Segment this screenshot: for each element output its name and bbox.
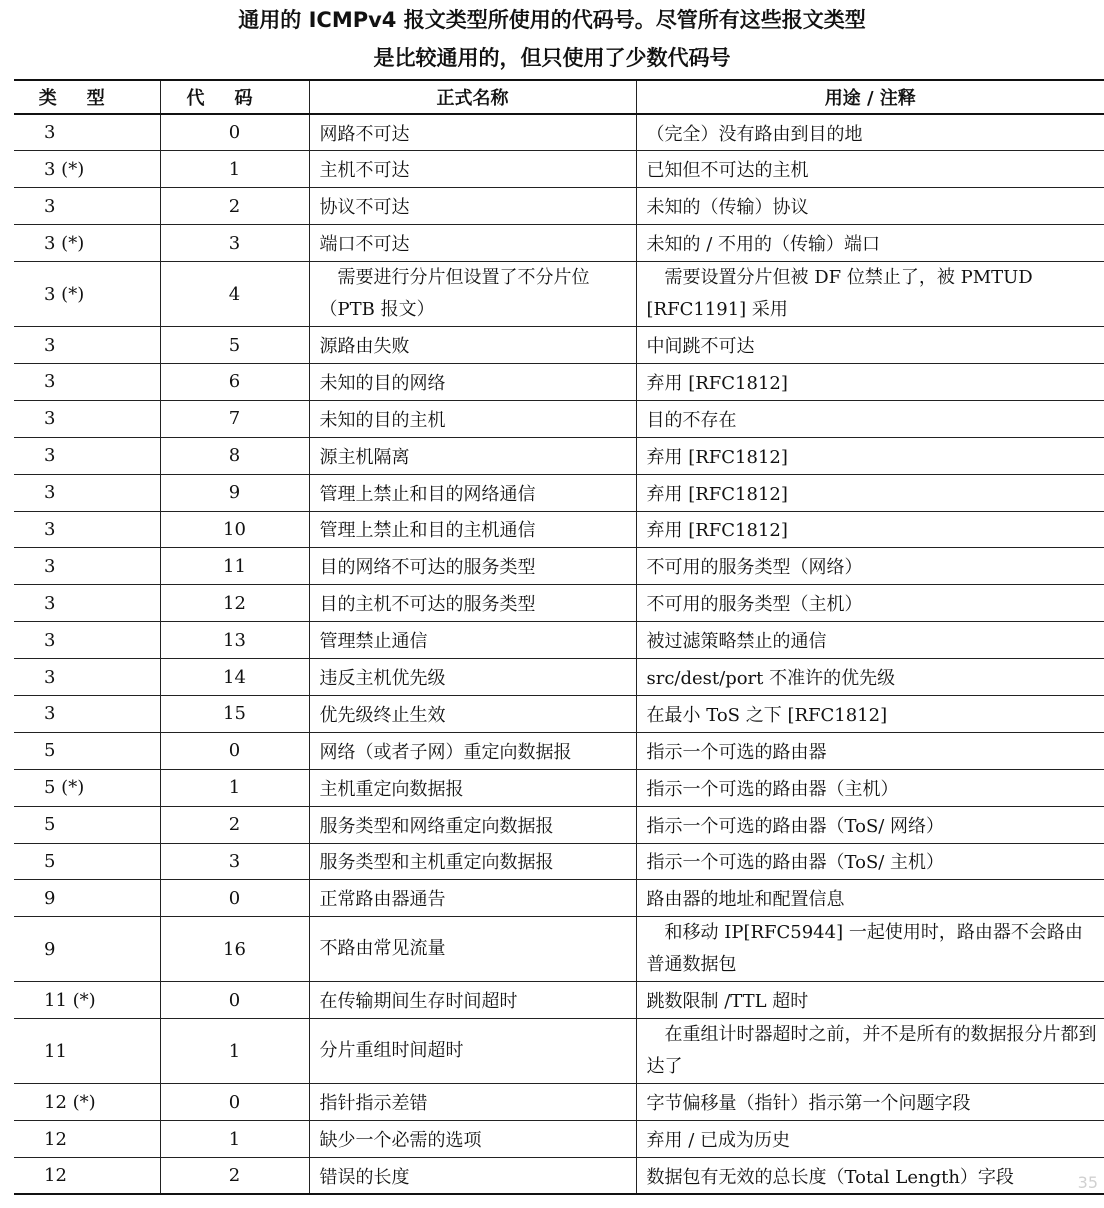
cell-code: 0 [160,114,309,151]
cell-formal-name: 端口不可达 [309,225,636,262]
cell-type: 3 [14,585,160,622]
header-row [14,80,1104,114]
cell-usage-notes: （完全）没有路由到目的地 [636,114,1104,151]
cell-code: 4 [160,262,309,327]
cell-type: 3 [14,114,160,151]
cell-formal-name: 管理上禁止和目的主机通信 [309,511,636,548]
table-row [14,511,1104,548]
cell-usage-notes: 被过滤策略禁止的通信 [636,622,1104,659]
table-row [14,188,1104,225]
cell-type: 3 [14,511,160,548]
cell-type: 3 (*) [14,225,160,262]
cell-formal-name: 未知的目的网络 [309,363,636,400]
cell-formal-name: 未知的目的主机 [309,400,636,437]
cell-code: 16 [160,917,309,982]
cell-type: 3 [14,695,160,732]
table-row [14,327,1104,364]
header-usage-notes: 用途 / 注释 [636,80,1104,114]
cell-formal-name: 缺少一个必需的选项 [309,1121,636,1158]
cell-usage-notes: 字节偏移量（指针）指示第一个问题字段 [636,1084,1104,1121]
cell-code: 0 [160,732,309,769]
cell-formal-name: 分片重组时间超时 [309,1019,636,1084]
cell-type: 5 (*) [14,769,160,806]
table-row [14,880,1104,917]
cell-usage-notes: 不可用的服务类型（网络） [636,548,1104,585]
cell-usage-notes: 弃用 [RFC1812] [636,474,1104,511]
table-row [14,695,1104,732]
cell-formal-name: 正常路由器通告 [309,880,636,917]
cell-type: 3 (*) [14,262,160,327]
cell-formal-name: 在传输期间生存时间超时 [309,982,636,1019]
cell-type: 5 [14,732,160,769]
cell-code: 2 [160,1157,309,1194]
cell-formal-name: 管理上禁止和目的网络通信 [309,474,636,511]
cell-formal-name: 网络（或者子网）重定向数据报 [309,732,636,769]
cell-formal-name: 服务类型和主机重定向数据报 [309,843,636,880]
table-row [14,622,1104,659]
cell-formal-name: 管理禁止通信 [309,622,636,659]
cell-formal-name: 主机不可达 [309,151,636,188]
cell-usage-notes: 需要设置分片但被 DF 位禁止了，被 PMTUD [RFC1191] 采用 [636,262,1104,327]
cell-code: 0 [160,880,309,917]
cell-formal-name: 需要进行分片但设置了不分片位（PTB 报文） [309,262,636,327]
cell-type: 9 [14,917,160,982]
cell-code: 1 [160,151,309,188]
cell-type: 12 (*) [14,1084,160,1121]
cell-type: 3 [14,188,160,225]
cell-code: 9 [160,474,309,511]
cell-code: 13 [160,622,309,659]
cell-code: 1 [160,1019,309,1084]
cell-usage-notes: 弃用 [RFC1812] [636,363,1104,400]
table-row [14,1157,1104,1194]
cell-formal-name: 协议不可达 [309,188,636,225]
cell-type: 5 [14,843,160,880]
table-row [14,1019,1104,1084]
cell-usage-notes: 在最小 ToS 之下 [RFC1812] [636,695,1104,732]
cell-code: 8 [160,437,309,474]
cell-usage-notes: 已知但不可达的主机 [636,151,1104,188]
cell-type: 3 (*) [14,151,160,188]
table-row [14,114,1104,151]
cell-usage-notes: 路由器的地址和配置信息 [636,880,1104,917]
icmp-code-table [14,79,1104,1195]
cell-type: 3 [14,437,160,474]
cell-formal-name: 优先级终止生效 [309,695,636,732]
cell-type: 11 (*) [14,982,160,1019]
cell-usage-notes: 在重组计时器超时之前，并不是所有的数据报分片都到达了 [636,1019,1104,1084]
cell-code: 2 [160,188,309,225]
cell-formal-name: 源路由失败 [309,327,636,364]
cell-usage-notes: 指示一个可选的路由器（主机） [636,769,1104,806]
cell-usage-notes: 和移动 IP[RFC5944] 一起使用时，路由器不会路由普通数据包 [636,917,1104,982]
table-row [14,400,1104,437]
caption-line-2: 是比较通用的，但只使用了少数代码号 [373,46,731,70]
cell-usage-notes: 未知的 / 不用的（传输）端口 [636,225,1104,262]
table-row [14,769,1104,806]
cell-type: 11 [14,1019,160,1084]
cell-formal-name: 网路不可达 [309,114,636,151]
cell-usage-notes: 弃用 [RFC1812] [636,511,1104,548]
cell-usage-notes: 弃用 [RFC1812] [636,437,1104,474]
cell-code: 15 [160,695,309,732]
cell-code: 12 [160,585,309,622]
table-row [14,262,1104,327]
cell-usage-notes: 指示一个可选的路由器（ToS/ 主机） [636,843,1104,880]
cell-usage-notes: 不可用的服务类型（主机） [636,585,1104,622]
cell-type: 9 [14,880,160,917]
header-formal-name: 正式名称 [309,80,636,114]
table-row [14,363,1104,400]
table-row [14,659,1104,696]
cell-code: 5 [160,327,309,364]
cell-code: 0 [160,1084,309,1121]
cell-code: 10 [160,511,309,548]
cell-usage-notes: 指示一个可选的路由器 [636,732,1104,769]
cell-type: 5 [14,806,160,843]
cell-formal-name: 源主机隔离 [309,437,636,474]
cell-formal-name: 错误的长度 [309,1157,636,1194]
cell-type: 3 [14,400,160,437]
cell-type: 3 [14,622,160,659]
cell-code: 3 [160,225,309,262]
table-row [14,225,1104,262]
cell-usage-notes: 跳数限制 /TTL 超时 [636,982,1104,1019]
cell-usage-notes: 目的不存在 [636,400,1104,437]
cell-usage-notes: 未知的（传输）协议 [636,188,1104,225]
cell-code: 0 [160,982,309,1019]
cell-formal-name: 违反主机优先级 [309,659,636,696]
table-row [14,732,1104,769]
cell-formal-name: 服务类型和网络重定向数据报 [309,806,636,843]
cell-code: 11 [160,548,309,585]
caption-line-1: 通用的 ICMPv4 报文类型所使用的代码号。尽管所有这些报文类型 [238,8,866,32]
cell-usage-notes: src/dest/port 不准许的优先级 [636,659,1104,696]
table-row [14,474,1104,511]
cell-code: 3 [160,843,309,880]
cell-type: 3 [14,327,160,364]
cell-code: 1 [160,1121,309,1158]
watermark: 35 [1077,1173,1098,1192]
cell-type: 3 [14,363,160,400]
cell-formal-name: 目的网络不可达的服务类型 [309,548,636,585]
table-row [14,917,1104,982]
cell-usage-notes: 中间跳不可达 [636,327,1104,364]
table-row [14,806,1104,843]
header-type: 类型 [14,80,160,114]
cell-type: 3 [14,548,160,585]
cell-usage-notes: 数据包有无效的总长度（Total Length）字段 [636,1157,1104,1194]
table-row [14,548,1104,585]
cell-formal-name: 主机重定向数据报 [309,769,636,806]
cell-code: 14 [160,659,309,696]
table-row [14,982,1104,1019]
table-row [14,437,1104,474]
cell-type: 12 [14,1157,160,1194]
cell-code: 2 [160,806,309,843]
cell-type: 12 [14,1121,160,1158]
cell-usage-notes: 指示一个可选的路由器（ToS/ 网络） [636,806,1104,843]
table-row [14,1084,1104,1121]
cell-type: 3 [14,474,160,511]
table-row [14,1121,1104,1158]
cell-code: 7 [160,400,309,437]
table-row [14,585,1104,622]
cell-code: 1 [160,769,309,806]
table-row [14,843,1104,880]
cell-code: 6 [160,363,309,400]
cell-formal-name: 指针指示差错 [309,1084,636,1121]
cell-usage-notes: 弃用 / 已成为历史 [636,1121,1104,1158]
cell-formal-name: 目的主机不可达的服务类型 [309,585,636,622]
cell-formal-name: 不路由常见流量 [309,917,636,982]
table-row [14,151,1104,188]
header-code: 代码 [160,80,309,114]
cell-type: 3 [14,659,160,696]
